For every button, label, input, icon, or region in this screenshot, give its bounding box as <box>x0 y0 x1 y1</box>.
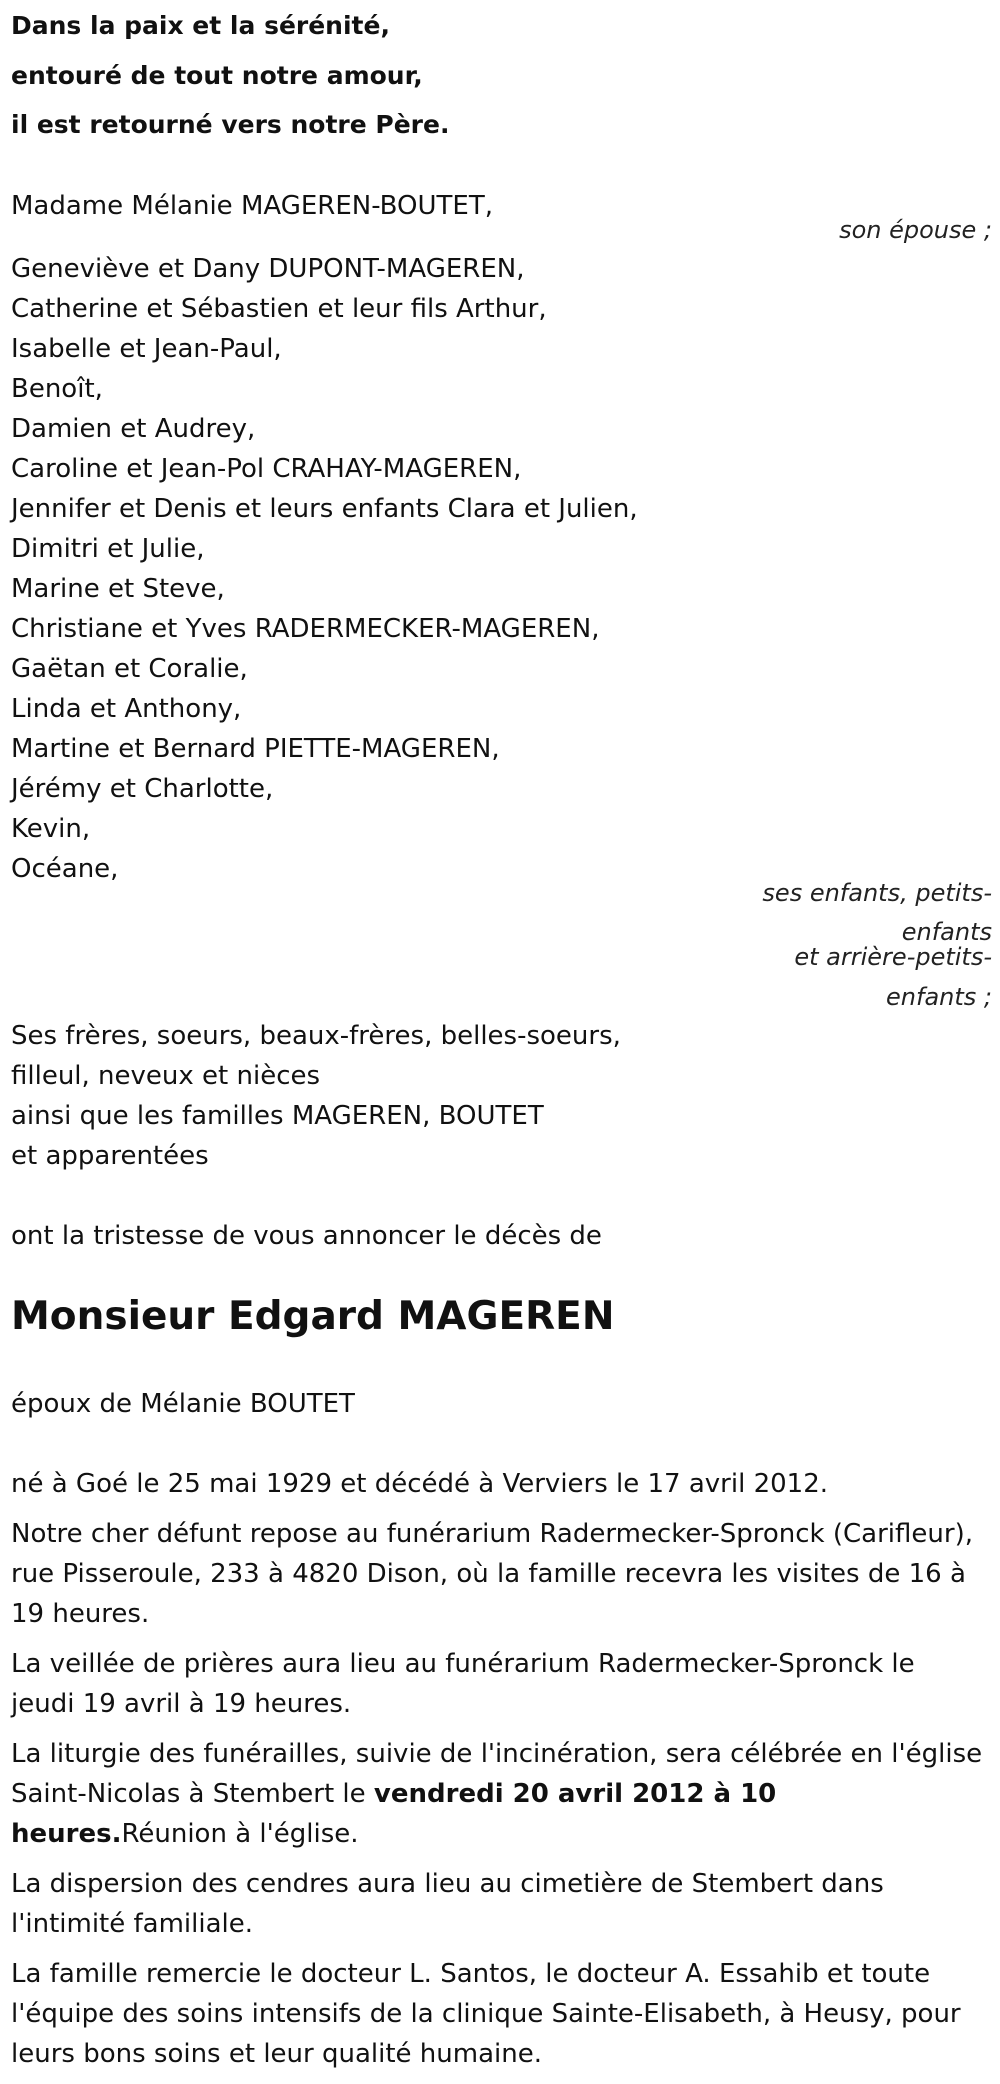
family-member: Gaëtan et Coralie, <box>11 654 248 684</box>
family-member: Kevin, <box>11 814 91 844</box>
family-member: Martine et Bernard PIETTE-MAGEREN, <box>11 734 500 764</box>
liturgy-date: vendredi 20 avril 2012 à 10 heures. <box>11 1779 777 1849</box>
family-member: Linda et Anthony, <box>11 694 242 724</box>
family-member: Benoît, <box>11 374 103 404</box>
family-member: Damien et Audrey, <box>11 414 256 444</box>
relatives-line: Ses frères, soeurs, beaux-frères, belles-soeurs, <box>11 1021 621 1051</box>
family-member: Caroline et Jean-Pol CRAHAY-MAGEREN, <box>11 454 522 484</box>
intro-line: il est retourné vers notre Père. <box>11 110 450 139</box>
family-member: Catherine et Sébastien et leur fils Arthur, <box>11 294 547 324</box>
vigil-paragraph: La veillée de prières aura lieu au funérarium Radermecker-Spronck le jeudi 19 avril à 19 heures. <box>11 1649 915 1719</box>
children-role-line: et arrière-petits- <box>794 943 992 971</box>
family-member: Jérémy et Charlotte, <box>11 774 274 804</box>
family-member: Jennifer et Denis et leurs enfants Clara et Julien, <box>11 494 638 524</box>
family-member: Christiane et Yves RADERMECKER-MAGEREN, <box>11 614 600 644</box>
relatives-line: ainsi que les familles MAGEREN, BOUTET <box>11 1101 544 1131</box>
family-member: Dimitri et Julie, <box>11 534 205 564</box>
liturgy-paragraph <box>11 1734 986 1854</box>
family-member: Océane, <box>11 854 119 884</box>
deceased-name: Monsieur Edgard MAGEREN <box>11 1294 615 1339</box>
family-member: Marine et Steve, <box>11 574 225 604</box>
thanks-paragraph: La famille remercie le docteur L. Santos, le docteur A. Essahib et toute l'équipe des soins intensifs de la clinique Sainte-Elisabeth, à Heusy, pour leurs bons soins et leur qualité humaine. <box>11 1959 961 2069</box>
children-role-line: enfants ; <box>886 983 992 1011</box>
children-role-line: enfants <box>901 918 992 946</box>
family-member: Isabelle et Jean-Paul, <box>11 334 282 364</box>
children-role-line: ses enfants, petits- <box>762 879 992 907</box>
intro-line: entouré de tout notre amour, <box>11 61 423 90</box>
relatives-line: filleul, neveux et nièces <box>11 1061 321 1091</box>
announcement-text: ont la tristesse de vous annoncer le décès de <box>11 1221 602 1251</box>
liturgy-text: La liturgie des funérailles, suivie de l'incinération, sera célébrée en l'église Saint-Nicolas à Stembert le <box>11 1739 983 1809</box>
spouse-role: son épouse ; <box>839 216 992 244</box>
birth-death-text: né à Goé le 25 mai 1929 et décédé à Verviers le 17 avril 2012. <box>11 1469 829 1499</box>
rest-paragraph: Notre cher défunt repose au funérarium Radermecker-Spronck (Carifleur), rue Pisseroule, 233 à 4820 Dison, où la famille recevra les visites de 16 à 19 heures. <box>11 1519 973 1629</box>
spouse-of-text: époux de Mélanie BOUTET <box>11 1389 355 1419</box>
family-member: Geneviève et Dany DUPONT-MAGEREN, <box>11 254 525 284</box>
spouse-name: Madame Mélanie MAGEREN-BOUTET, <box>11 191 494 221</box>
intro-line: Dans la paix et la sérénité, <box>11 11 390 40</box>
ashes-paragraph: La dispersion des cendres aura lieu au cimetière de Stembert dans l'intimité familiale. <box>11 1869 884 1939</box>
relatives-line: et apparentées <box>11 1141 209 1171</box>
liturgy-meeting: Réunion à l'église. <box>121 1819 359 1849</box>
